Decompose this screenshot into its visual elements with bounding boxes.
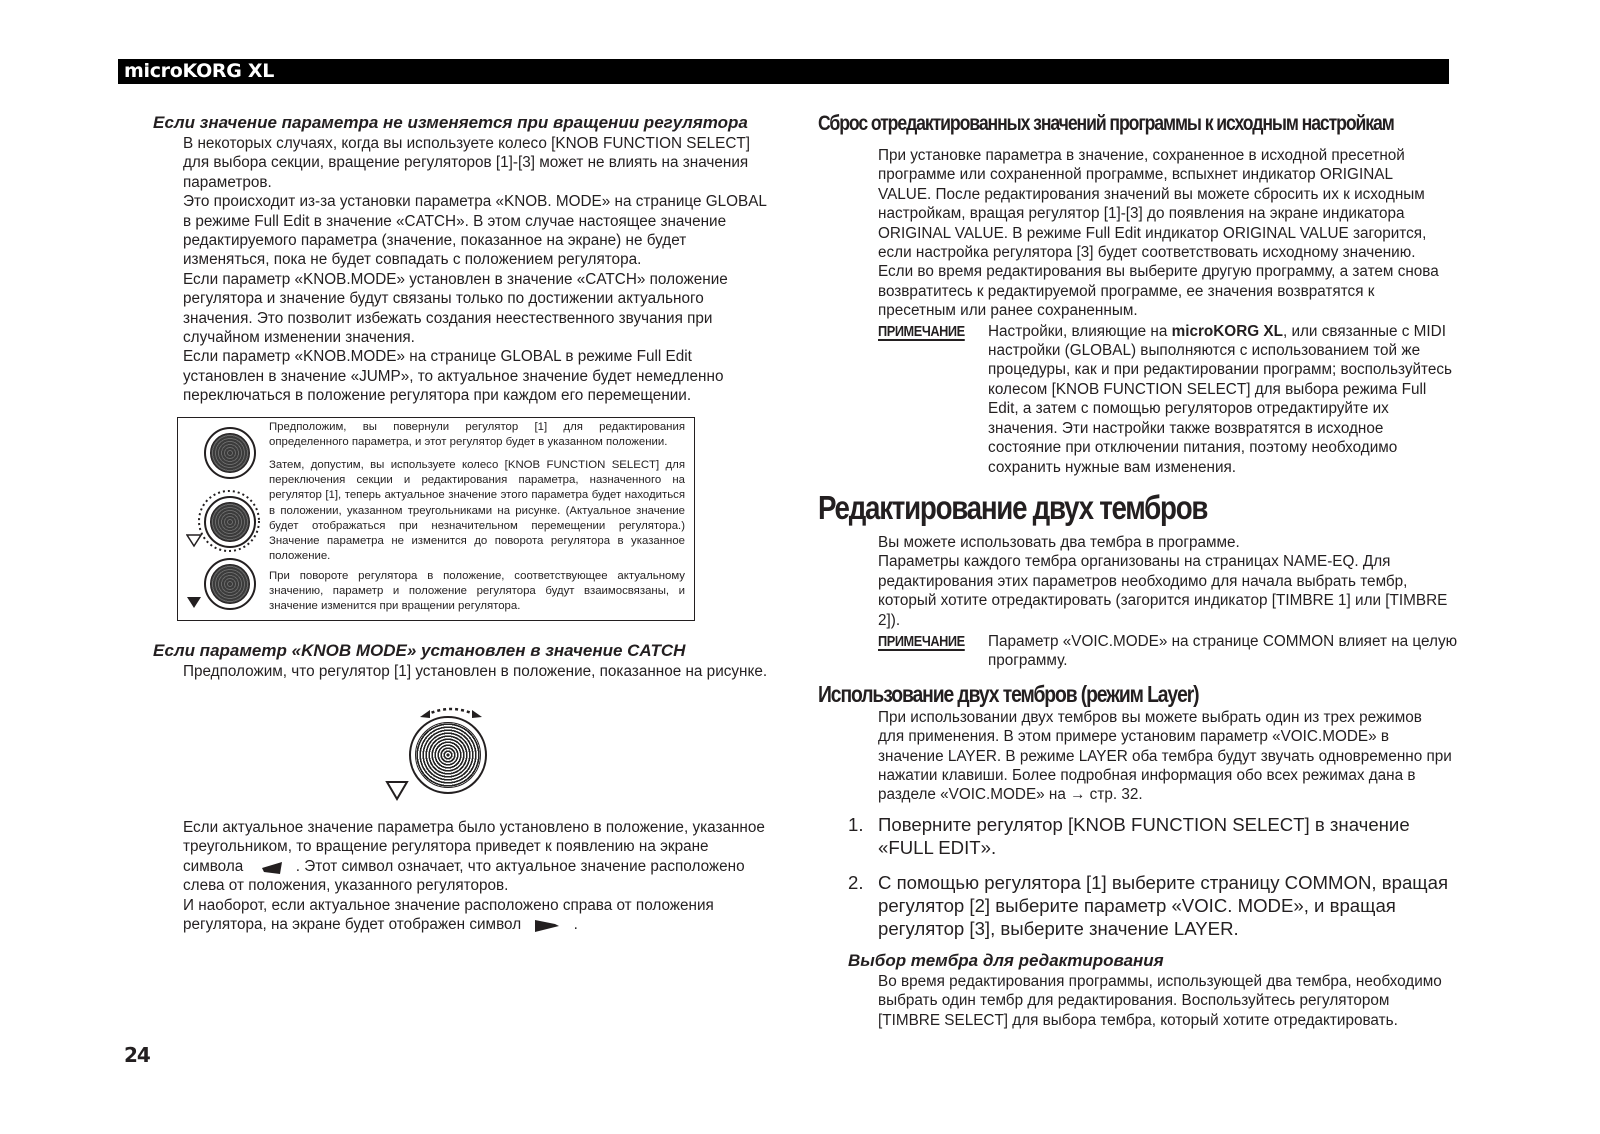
subheading-knob-no-change: Если значение параметра не изменяется при вращении регулятора xyxy=(153,113,748,132)
knob-illustration-icon xyxy=(204,558,256,610)
paragraph: И наоборот, если актуальное значение расположено справа от положения регулятора, на экране будет отображен символ . xyxy=(183,896,714,934)
figure-caption: Предположим, вы повернули регулятор [1] для редактирования определенного параметра, и этот регулятор будет в указанном положении. xyxy=(269,421,685,449)
triangle-outline-icon xyxy=(186,534,202,548)
paragraph: Предположим, что регулятор [1] установлен в положение, показанное на рисунке. xyxy=(183,663,768,680)
right-column xyxy=(818,112,1458,1030)
note-block xyxy=(818,322,1458,477)
heading-editing-two-timbres: Редактирование двух тембров xyxy=(818,488,1208,526)
knob-illustration-icon xyxy=(409,716,487,794)
paragraph: В некоторых случаях, когда вы используете колесо [KNOB FUNCTION SELECT] для выбора секции, вращение регуляторов [1]-[3] может не влиять на значения параметров. xyxy=(183,135,751,191)
paragraph: При использовании двух тембров вы можете выбрать один из трех режимов для применения. В этом примере установим параметр «VOIC.MODE» в значение LAYER. В режиме LAYER оба тембра будут звучать одновременно при нажатии клавиши. Более подробная информация обо всех режимах дана в разделе «VOIC.MODE» на → стр. 32. xyxy=(878,708,1452,804)
paragraph: Если параметр «KNOB.MODE» на странице GLOBAL в режиме Full Edit установлен в значение «JUMP», то актуальное значение будет немедленно переключаться в положение регулятора при каждом его перемещении. xyxy=(183,348,724,405)
list-item: 1. Поверните регулятор [KNOB FUNCTION SELECT] в значение «FULL EDIT». xyxy=(848,813,1410,858)
right-arrow-symbol-icon xyxy=(529,918,565,932)
list-item: 2. С помощью регулятора [1] выберите страницу COMMON, вращая регулятор [2] выберите параметр «VOIC. MODE», и вращая регулятор [3], выберите значение LAYER. xyxy=(848,871,1449,939)
section-knob-no-change-body xyxy=(153,134,773,406)
figure-caption: При повороте регулятора в положение, соответствующее актуальному значению, параметр и положение регулятора будут взаимосвязаны, и значение изменится при вращении регулятора. xyxy=(269,570,685,613)
paragraph: Параметры каждого тембра организованы на страницах NAME-EQ. Для редактирования этих параметров необходимо для начала выбрать тембр, который хотите отредактировать (загорится индикатор [TIMBRE 1] или [TIMBRE 2]). xyxy=(878,553,1448,629)
knob-illustration-icon xyxy=(204,427,256,479)
triangle-filled-icon xyxy=(186,596,202,610)
knob-illustration-icon xyxy=(204,496,256,548)
paragraph: Если актуальное значение параметра было установлено в положение, указанное треугольником, то вращение регулятора приведет к появлению на экране символа . Этот символ означает, что актуальное значение расположено слева от положения, указанного регуляторов. xyxy=(183,819,765,895)
knob-catch-figure xyxy=(177,417,695,621)
catch-mode-explanation xyxy=(183,818,773,934)
note-text: Настройки, влияющие на microKORG XL, или связанные с MIDI настройки (GLOBAL) выполняются с использованием той же процедуры, как и при редактировании программ; воспользуйтесь колесом [KNOB FUNCTION SELECT] для выбора режима Full Edit, а затем с помощью регуляторов отредактируйте их значения. Эти настройки также возвратятся в исходное состояние при отключении питания, поэтому необходимо сохранить нужные вам изменения. xyxy=(988,322,1452,476)
document-title: microKORG XL xyxy=(124,60,275,82)
triangle-outline-icon xyxy=(385,780,409,802)
note-label: ПРИМЕЧАНИЕ xyxy=(878,632,965,650)
left-column xyxy=(153,112,773,406)
subheading-catch-mode: Если параметр «KNOB MODE» установлен в значение CATCH xyxy=(153,641,686,660)
note-text: Параметр «VOIC.MODE» на странице COMMON влияет на целую программу. xyxy=(988,632,1458,670)
left-arrow-symbol-icon xyxy=(252,860,288,874)
header-bar xyxy=(118,59,1449,84)
note-block xyxy=(818,632,1458,671)
heading-reset-values: Сброс отредактированных значений программы к исходным настройкам xyxy=(818,112,1394,135)
note-label: ПРИМЕЧАНИЕ xyxy=(878,322,965,340)
section-catch-mode xyxy=(153,640,773,681)
figure-caption: Затем, допустим, вы используете колесо [KNOB FUNCTION SELECT] для переключения секции и редактирования параметра, назначенного на регулятор [1], теперь актуальное значение этого параметра будет находиться в положении, указанном треугольниками на рисунке. (Актуальное значение будет отображаться при незначительном перемещении регулятора.) Значение параметра не изменится до поворота регулятора в указанное положение. xyxy=(269,459,685,563)
page-number: 24 xyxy=(124,1043,150,1067)
paragraph: При установке параметра в значение, сохраненное в исходной пресетной программе или сохраненной программе, вспыхнет индикатор ORIGINAL VALUE. После редактирования значений вы можете сбросить их к исходным настройкам, вращая регулятор [1]-[3] до появления на экране индикатора ORIGINAL VALUE. В режиме Full Edit индикатор ORIGINAL VALUE загорится, если настройка регулятора [3] будет соответствовать исходному значению. Если во время редактирования вы выберите другую программу, а затем снова возвратитесь к редактируемой программе, ее значения возвратятся к пресетным или ранее сохраненным. xyxy=(878,147,1439,320)
paragraph: Во время редактирования программы, использующей два тембра, необходимо выбрать один тембр для редактирования. Воспользуйтесь регулятором [TIMBRE SELECT] для выбора тембра, который хотите отредактировать. xyxy=(878,972,1442,1029)
steps-list xyxy=(818,813,1458,940)
paragraph: Это происходит из-за установки параметра «KNOB. MODE» на странице GLOBAL в режиме Full Edit в значение «CATCH». В этом случае настоящее значение редактируемого параметра (значение, показанное на экране) не будет изменяться, пока не будет совпадать с положением регулятора. xyxy=(183,193,767,269)
paragraph: Если параметр «KNOB.MODE» установлен в значение «CATCH» положение регулятора и значение будут связаны только по достижении актуального значения. Это позволит избежать создания неестественного звучания при случайном изменении значения. xyxy=(183,270,728,347)
subheading-select-timbre: Выбор тембра для редактирования xyxy=(848,950,1164,970)
heading-layer-mode: Использование двух тембров (режим Layer) xyxy=(818,680,1199,707)
paragraph: Вы можете использовать два тембра в программе. xyxy=(878,533,1240,551)
